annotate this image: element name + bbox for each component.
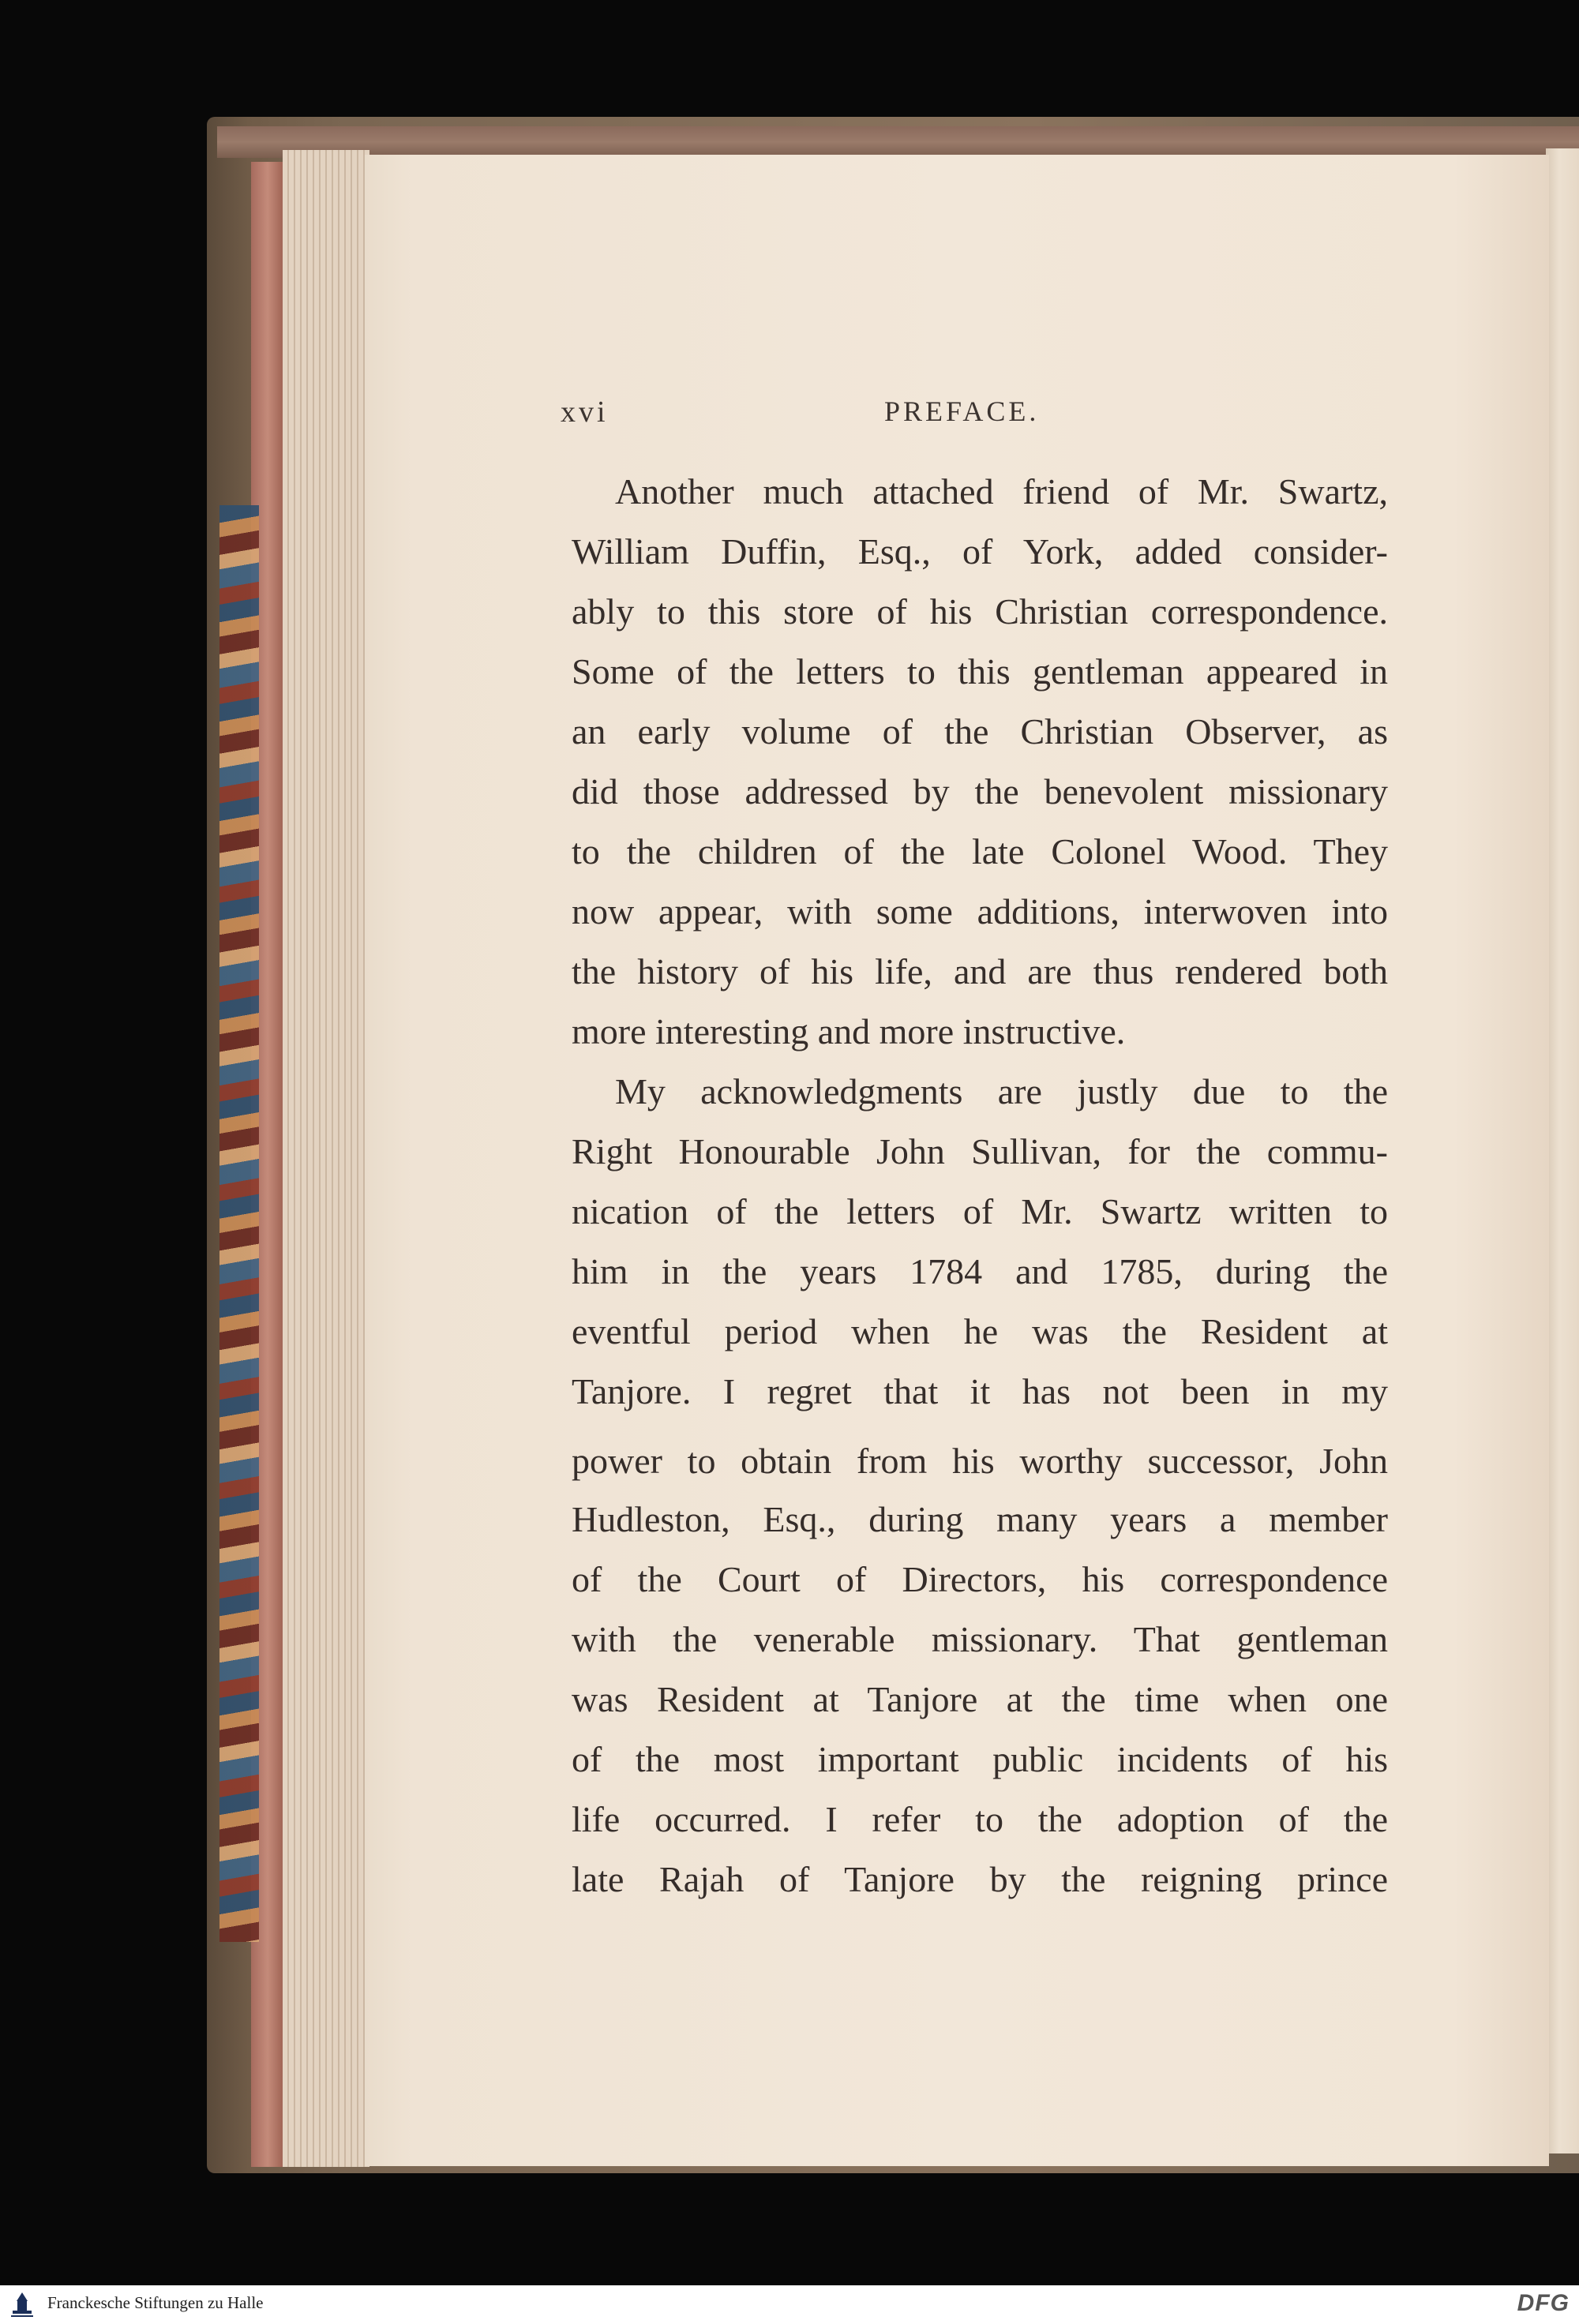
text-line: him in the years 1784 and 1785, during the — [572, 1251, 1388, 1291]
text-line: late Rajah of Tanjore by the reigning prince — [572, 1859, 1388, 1899]
stacked-page-edges — [283, 150, 369, 2167]
text-line: eventful period when he was the Resident at — [572, 1311, 1388, 1351]
dfg-logo: DFG — [1517, 2290, 1570, 2316]
footer-bar — [0, 2285, 1579, 2324]
text-line: was Resident at Tanjore at the time when one — [572, 1679, 1388, 1719]
text-line: of the most important public incidents of his — [572, 1739, 1388, 1779]
text-line: now appear, with some additions, interwoven into — [572, 891, 1388, 931]
running-head-title: PREFACE. — [884, 395, 1040, 427]
text-line: with the venerable missionary. That gentleman — [572, 1619, 1388, 1659]
text-line: Another much attached friend of Mr. Swartz, — [615, 471, 1388, 512]
text-line: did those addressed by the benevolent missionary — [572, 771, 1388, 812]
text-line: of the Court of Directors, his correspondence — [572, 1559, 1388, 1599]
marbled-board — [219, 505, 259, 1942]
text-line: the history of his life, and are thus rendered both — [572, 951, 1388, 991]
text-line: power to obtain from his worthy successor, John — [572, 1441, 1388, 1481]
text-line: William Duffin, Esq., of York, added consider- — [572, 531, 1388, 572]
book-cover-top-edge — [217, 126, 1579, 158]
page-number: xvi — [561, 395, 609, 429]
page-text — [572, 462, 1388, 1910]
text-line: Hudleston, Esq., during many years a member — [572, 1499, 1388, 1539]
text-line: an early volume of the Christian Observer, as — [572, 711, 1388, 752]
text-line: nication of the letters of Mr. Swartz written to — [572, 1191, 1388, 1231]
text-line: Right Honourable John Sullivan, for the commu- — [572, 1131, 1388, 1171]
franckesche-stiftungen-logo-icon — [6, 2290, 38, 2320]
text-line: Tanjore. I regret that it has not been in my — [572, 1371, 1388, 1411]
text-line: My acknowledgments are justly due to the — [615, 1071, 1388, 1111]
text-line: life occurred. I refer to the adoption of the — [572, 1799, 1388, 1839]
text-line: Some of the letters to this gentleman appeared in — [572, 651, 1388, 692]
text-line: to the children of the late Colonel Wood. They — [572, 831, 1388, 872]
text-line: more interesting and more instructive. — [572, 1011, 1126, 1051]
institution-label: Franckesche Stiftungen zu Halle — [47, 2293, 264, 2312]
facing-page-edge — [1546, 148, 1579, 2153]
text-line: ably to this store of his Christian correspondence. — [572, 591, 1388, 632]
running-head — [561, 395, 1405, 442]
